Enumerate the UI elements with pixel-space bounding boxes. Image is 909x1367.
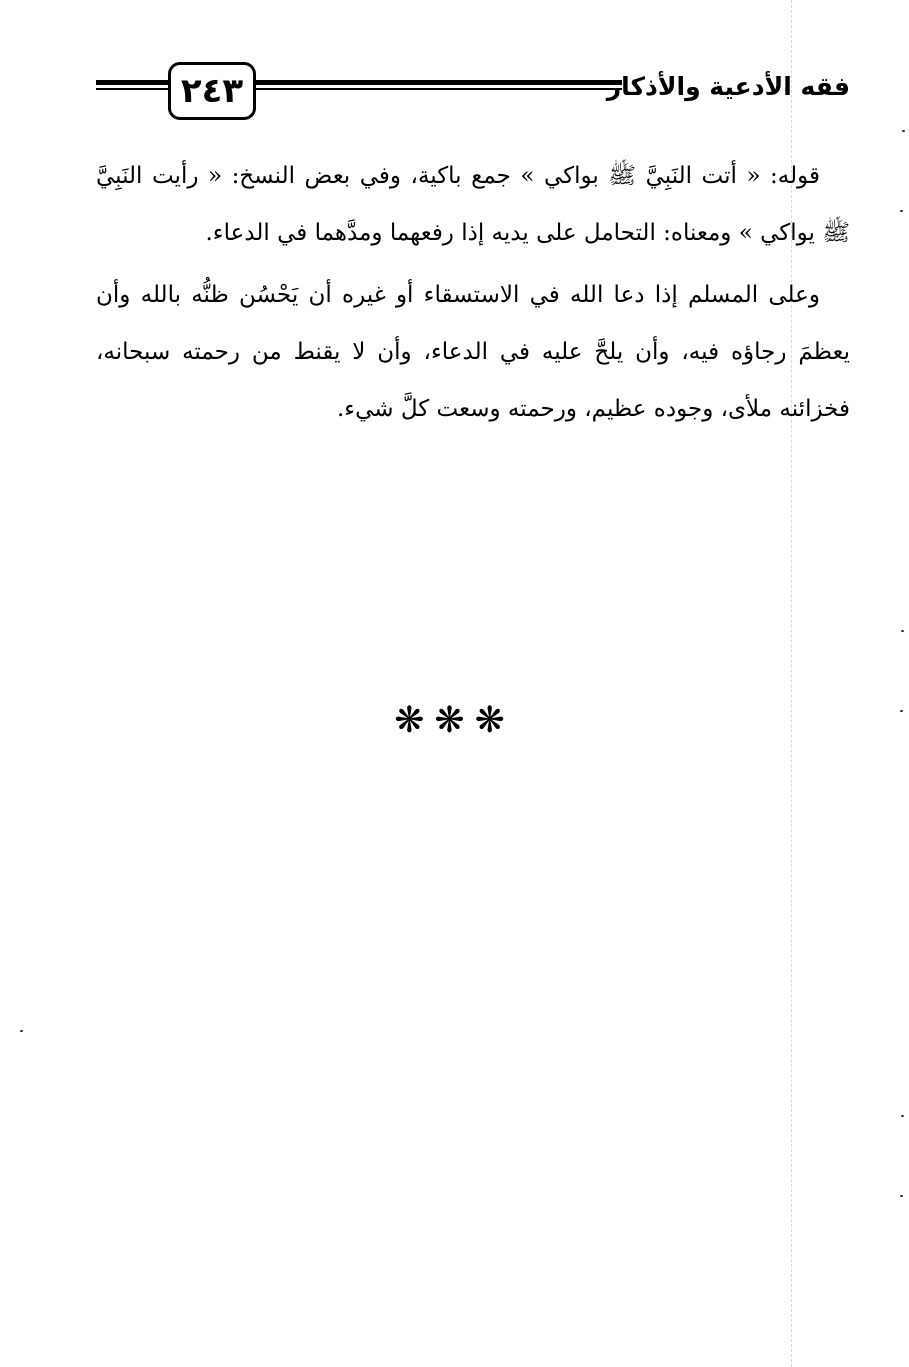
scan-speck — [20, 1030, 23, 1032]
paragraph-2: وعلى المسلم إذا دعا الله في الاستسقاء أو غيره أن يَحْسُن ظنُّه بالله وأن يعظمَ رجاؤه فيه، وأن يلحَّ عليه في الدعاء، وأن لا يقنط من رحمته سبحانه، فخزائنه ملأى، وجوده عظيم، ورحمته وسعت كلَّ شيء. — [96, 282, 850, 422]
scan-speck — [902, 130, 905, 132]
section-separator-stars: ❋❋❋ — [394, 700, 515, 741]
header-rule-middle — [256, 80, 622, 90]
page-header — [96, 62, 850, 124]
page-number: ٢٤٣ — [168, 62, 256, 120]
running-title: فقه الأدعية والأذكار — [606, 72, 850, 101]
scan-speck — [901, 1115, 904, 1117]
header-rule-left — [96, 80, 168, 90]
scan-speck — [901, 630, 904, 632]
paragraph-1: قوله: « أتت النَبِيَّ ﷺ بواكي » جمع باكية، وفي بعض النسخ: « رأيت النَبِيَّ ﷺ يواكي » ومعناه: التحامل على يديه إذا رفعهما ومدَّهما في الدعاء. — [96, 163, 850, 246]
scan-speck — [900, 1195, 903, 1197]
scan-speck — [900, 710, 903, 712]
body-text — [96, 148, 850, 438]
scan-speck — [900, 210, 903, 212]
